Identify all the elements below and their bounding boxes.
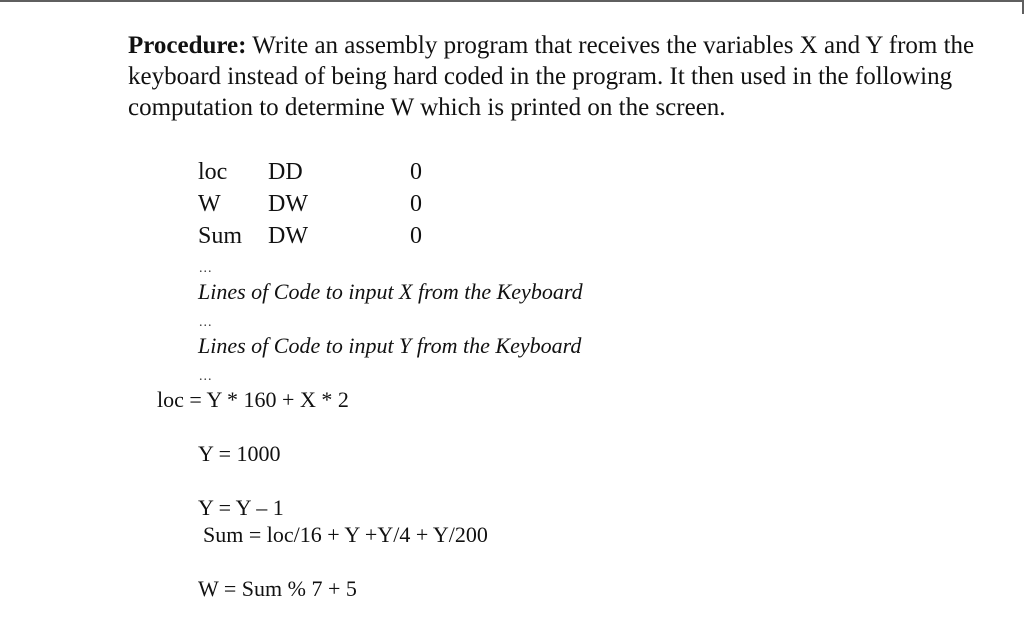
ellipsis-2: ... bbox=[199, 315, 213, 330]
declaration-w bbox=[198, 189, 438, 219]
sum-calculation: Sum = loc/16 + Y +Y/4 + Y/200 bbox=[203, 522, 488, 547]
procedure-paragraph bbox=[128, 30, 988, 123]
declaration-loc bbox=[198, 157, 438, 187]
y-decrement: Y = Y – 1 bbox=[198, 495, 284, 520]
loc-calculation: loc = Y * 160 + X * 2 bbox=[157, 387, 349, 412]
procedure-label: Procedure: bbox=[128, 32, 247, 59]
w-calculation: W = Sum % 7 + 5 bbox=[198, 576, 357, 601]
declaration-sum bbox=[198, 221, 438, 251]
top-border bbox=[0, 0, 1024, 2]
ellipsis-3: ... bbox=[199, 369, 213, 384]
declaration-name: loc bbox=[198, 159, 228, 185]
input-y-comment: Lines of Code to input Y from the Keyboard bbox=[198, 333, 582, 358]
declaration-value: 0 bbox=[410, 223, 422, 249]
y-initialization: Y = 1000 bbox=[198, 441, 281, 466]
input-x-comment: Lines of Code to input X from the Keyboard bbox=[198, 279, 583, 304]
declaration-type: DW bbox=[268, 223, 308, 249]
declaration-type: DD bbox=[268, 159, 303, 185]
procedure-text: Write an assembly program that receives the variables X and Y from the keyboard instead of being hard coded in the program. It then used in the following computation to determine W which is printed on the screen. bbox=[128, 32, 975, 121]
declaration-name: W bbox=[198, 191, 221, 217]
declaration-name: Sum bbox=[198, 223, 243, 249]
ellipsis-1: ... bbox=[199, 261, 213, 276]
declaration-value: 0 bbox=[410, 159, 422, 185]
declaration-type: DW bbox=[268, 191, 308, 217]
declaration-value: 0 bbox=[410, 191, 422, 217]
